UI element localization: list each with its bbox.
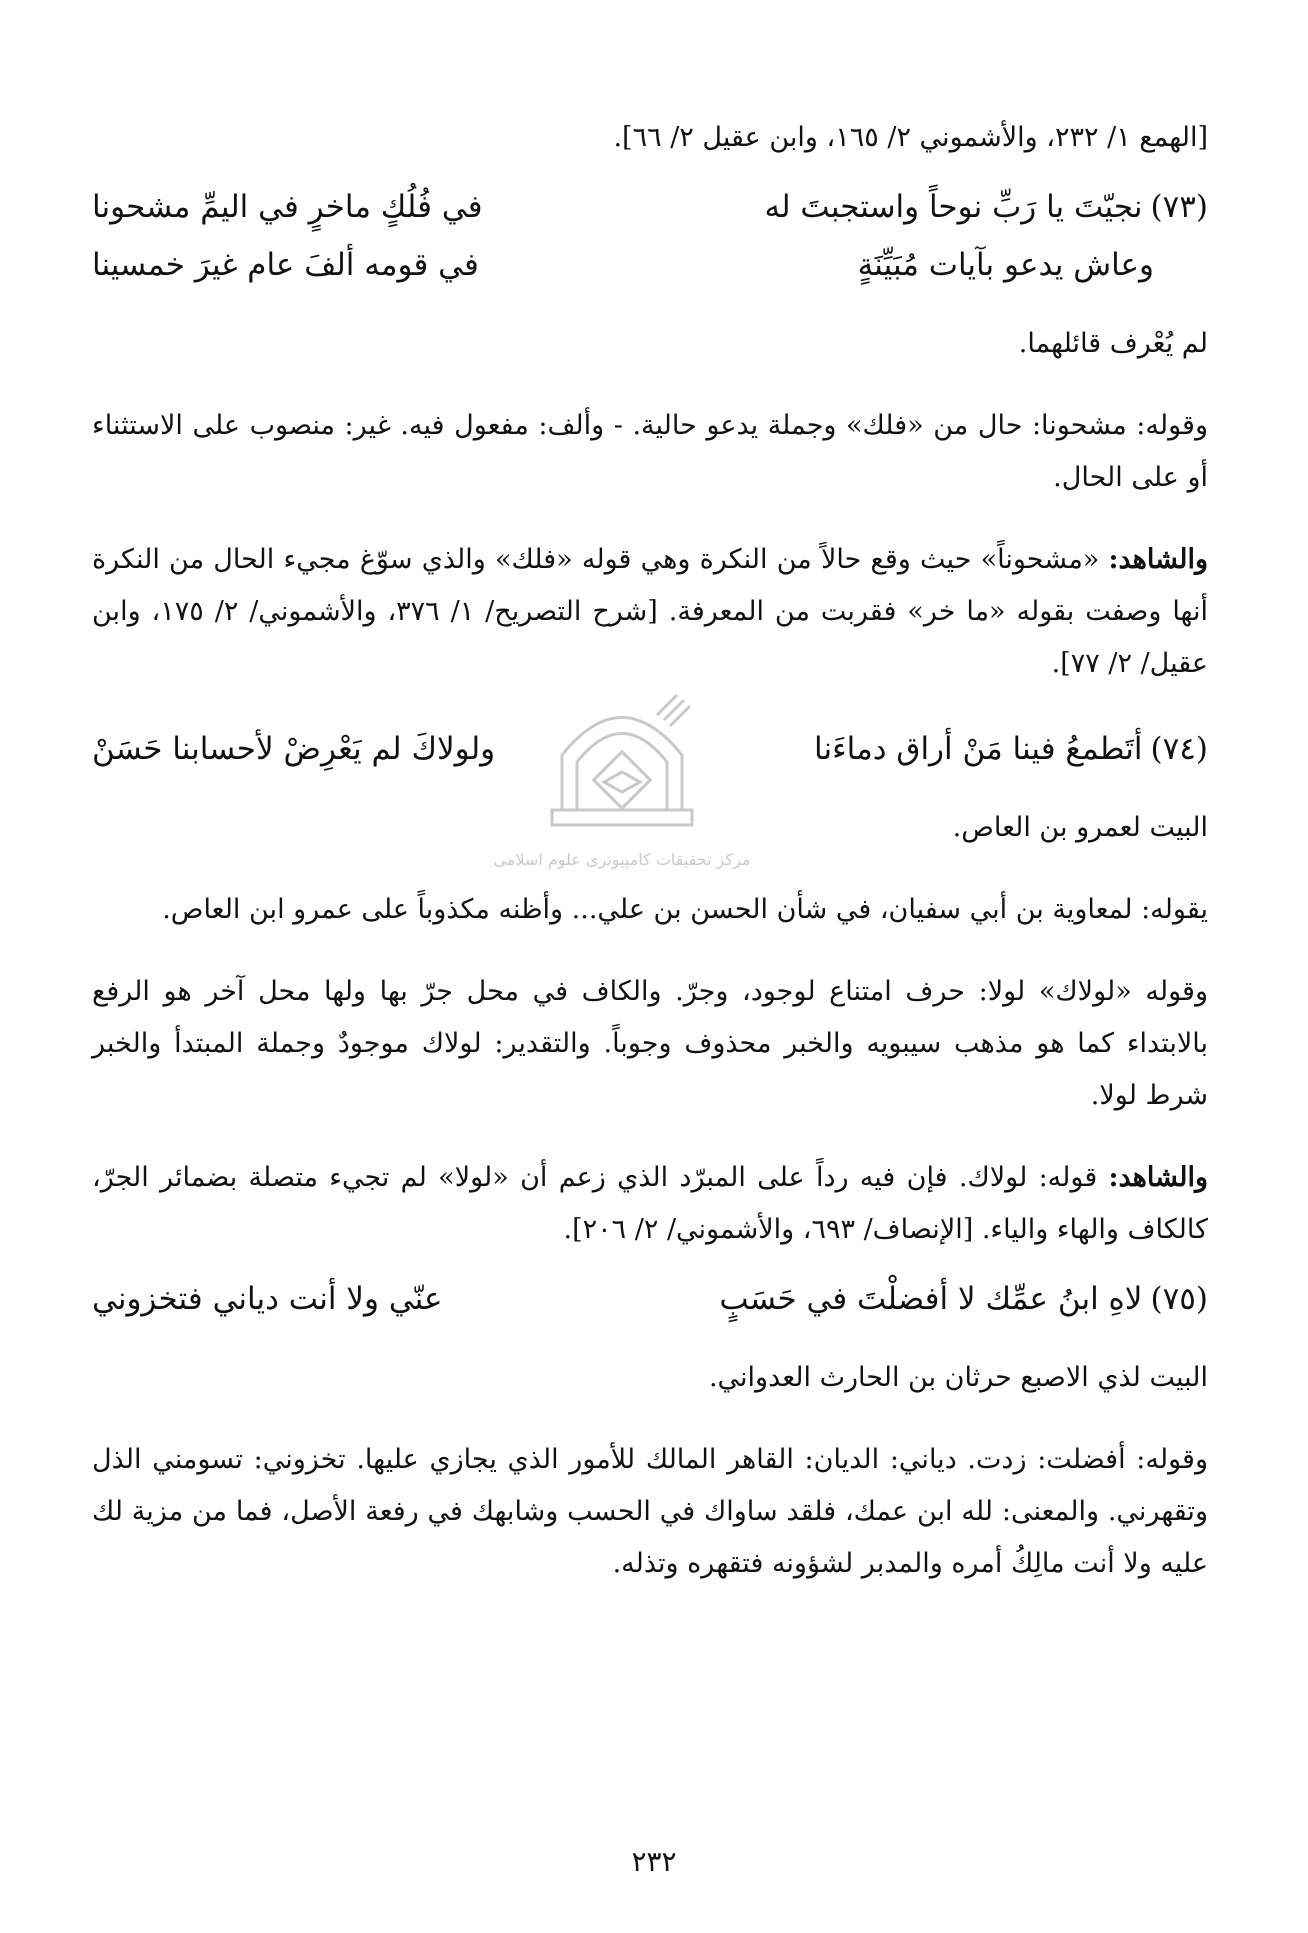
- verse-73-line-2: [92, 236, 1208, 294]
- verse-74-hemistich-1: أتَطمعُ فينا مَنْ أراق دماءَنا: [814, 731, 1143, 767]
- verse-73-line-1: [92, 178, 1208, 236]
- verse-75-number: (٧٥): [1150, 1281, 1208, 1317]
- verse-75: [92, 1270, 1208, 1328]
- verse-75-hemistich-2: عنّي ولا أنت دياني فتخزوني: [92, 1281, 443, 1317]
- evidence-label: والشاهد:: [1108, 544, 1208, 575]
- mosque-emblem-icon: [492, 660, 752, 900]
- verse-73-hemistich-3: وعاش يدعو بآيات مُبَيِّنَةٍ: [857, 247, 1154, 283]
- grammar-note-74: وقوله «لولاك» لولا: حرف امتناع لوجود، وجرّ. والكاف في محل جرّ بها ولها محل آخر هو الرفع بالابتداء كما هو مذهب سيبويه والخبر محذوف وجوباً. والتقدير: لولاك موجودٌ وجملة المبتدأ والخبر شرط لولا.: [92, 976, 1208, 1111]
- verse-74-number: (٧٤): [1150, 731, 1208, 767]
- watermark-text: مركز تحقيقات كامپيوتری علوم اسلامی: [493, 850, 751, 869]
- attribution-75: البيت لذي الاصبع حرثان بن الحارث العدواني.: [708, 1362, 1208, 1393]
- evidence-note-73: والشاهد: «مشحوناً» حيث وقع حالاً من النكرة وهي قوله «فلك» والذي سوّغ مجيء الحال من النكرة أنها وصفت بقوله «ما خر» فقربت من المعرفة. [شرح التصريح/ ١/ ٣٧٦، والأشموني/ ٢/ ١٧٥، وابن عقيل/ ٢/ ٧٧].: [92, 544, 1209, 679]
- verse-73: [92, 178, 1208, 294]
- verse-73-hemistich-1: نجيّتَ يا رَبِّ نوحاً واستجبتَ له: [764, 189, 1143, 225]
- grammar-note-75: وقوله: أفضلت: زدت. دياني: الديان: القاهر المالك للأمور الذي يجازي عليها. تخزوني: تسومني الذل وتقهرني. والمعنى: لله ابن عمك، فلقد ساواك في الحسب وشابهك في رفعة الأصل، فما من مزية لك عليه ولا أنت مالِكُ أمره والمدبر لشؤونه فتقهره وتذله.: [92, 1444, 1208, 1579]
- verse-75-line: [92, 1270, 1208, 1328]
- watermark-logo: [492, 660, 752, 900]
- page-number: ٢٣٢: [631, 1845, 677, 1878]
- verse-74-hemistich-2: ولولاكَ لم يَعْرِضْ لأحسابنا حَسَنْ: [92, 731, 496, 767]
- evidence-note-74: والشاهد: قوله: لولاك. فإن فيه رداً على المبرّد الذي زعم أن «لولا» لم تجيء متصلة بضمائر الجرّ، كالكاف والهاء والياء. [الإنصاف/ ٦٩٣، والأشموني/ ٢/ ٢٠٦].: [92, 1162, 1208, 1245]
- evidence-label: والشاهد:: [1108, 1162, 1208, 1193]
- unknown-author-note: لم يُعْرف قائلهما.: [1018, 328, 1208, 359]
- grammar-note-73: وقوله: مشحونا: حال من «فلك» وجملة يدعو حالية. - وألف: مفعول فيه. غير: منصوب على الاستثناء أو على الحال.: [92, 410, 1208, 493]
- attribution-74: البيت لعمرو بن العاص.: [952, 812, 1208, 843]
- verse-75-hemistich-1: لاهِ ابنُ عمِّك لا أفضلْتَ في حَسَبٍ: [719, 1281, 1143, 1317]
- top-reference: [الهمع ١/ ٢٣٢، والأشموني ٢/ ١٦٥، وابن عقيل ٢/ ٦٦].: [613, 122, 1208, 153]
- verse-73-number: (٧٣): [1150, 189, 1208, 225]
- verse-73-hemistich-2: في فُلُكٍ ماخرٍ في اليمِّ مشحونا: [92, 189, 483, 225]
- context-note-74: يقوله: لمعاوية بن أبي سفيان، في شأن الحسن بن علي... وأظنه مكذوباً على عمرو ابن العاص.: [162, 894, 1208, 925]
- verse-73-hemistich-4: في قومه ألفَ عام غيرَ خمسينا: [92, 247, 479, 283]
